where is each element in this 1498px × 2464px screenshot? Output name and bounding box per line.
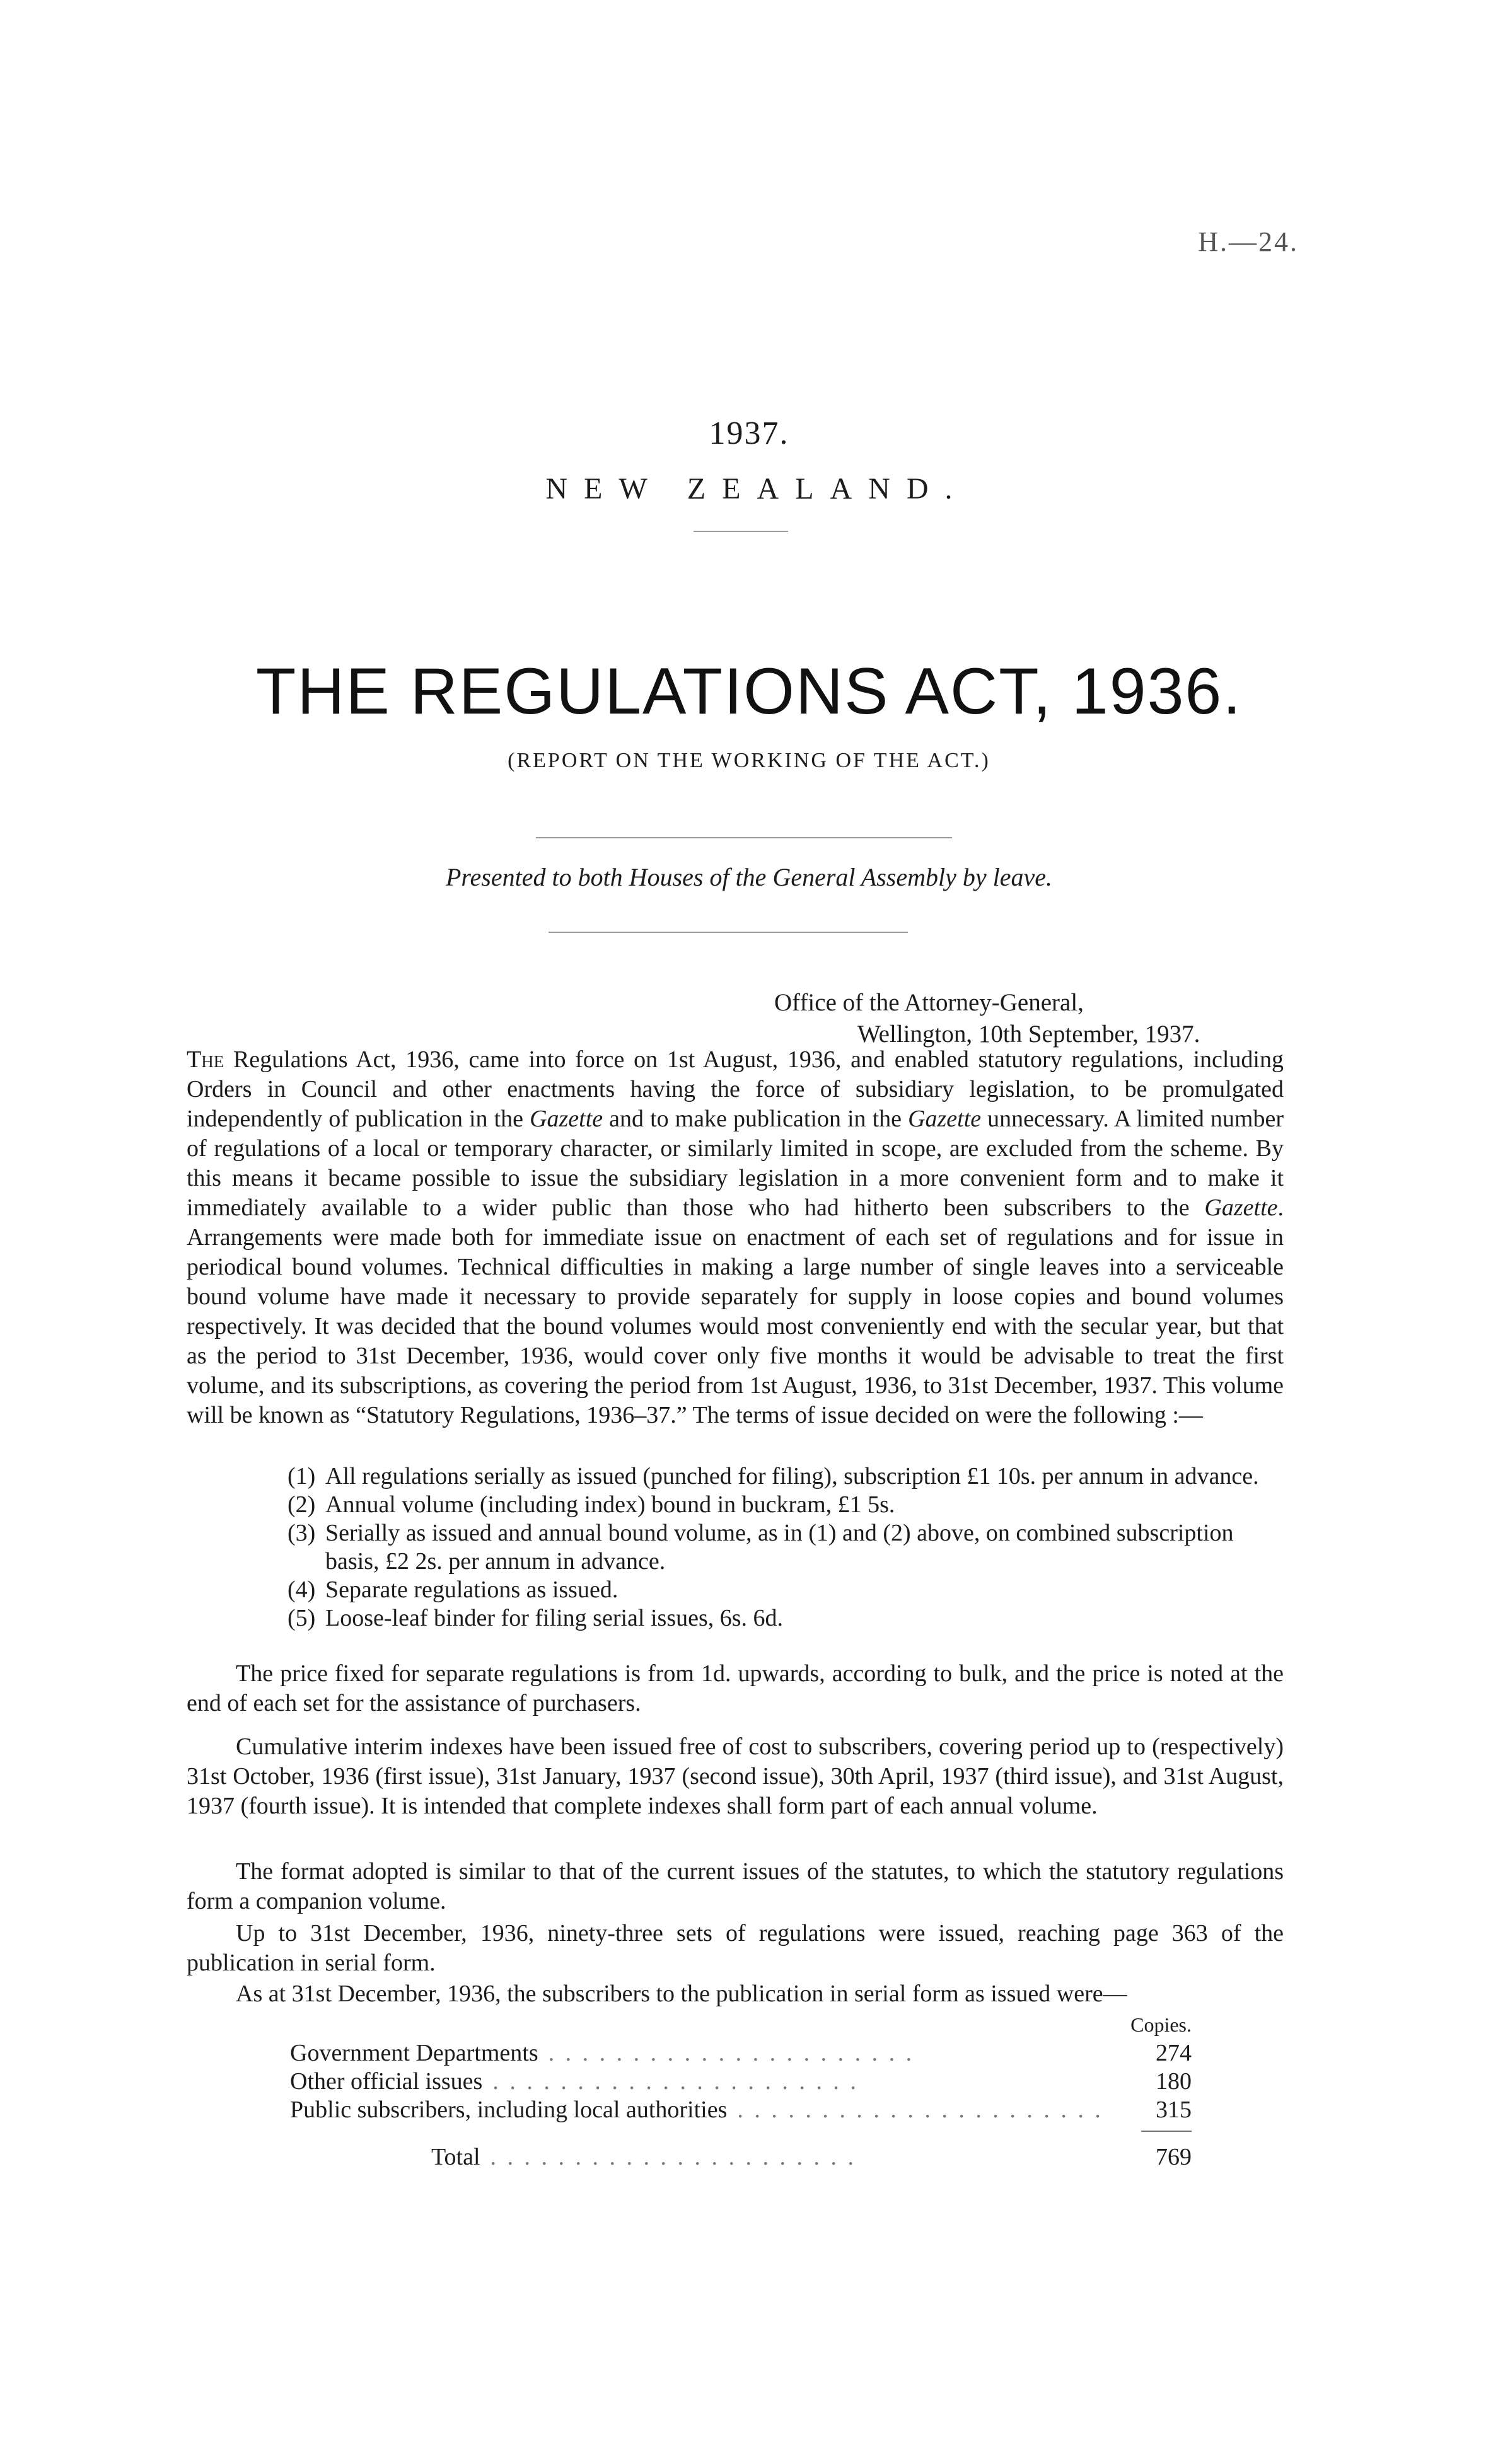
- presentation-note: Presented to both Houses of the General Assembly by leave.: [446, 863, 1052, 891]
- row-value: 274: [1156, 2040, 1192, 2066]
- subscribers-table: [290, 2011, 1192, 2172]
- row-label: Government Departments: [290, 2040, 538, 2066]
- country-heading: NEW ZEALAND.: [545, 472, 969, 506]
- table-row: [290, 2096, 1192, 2124]
- upto-paragraph: Up to 31st December, 1936, ninety-three sets of regulations were issued, reaching page 363 of the publication in serial form.: [187, 1920, 1284, 1976]
- total-label: Total: [431, 2144, 480, 2170]
- intro-paragraph: The Regulations Act, 1936, came into force on 1st August, 1936, and enabled statutory regulations, including Orders in Council and other enactments having the force of subsidiary legislation, to be promulgated independently of publication in the Gazette and to make publication in the Gazette unnecessary. A limited number of regulations of a local or temporary character, or similarly limited in scope, are excluded from the scheme. By this means it became possible to issue the subsidiary legislation in a more convenient form and to make it immediately available to a wider public than those who had hitherto been subscribers to the Gazette. Arrangements were made both for immediate issue on enactment of each set of regulations and for issue in periodical bound volumes. Technical difficulties in making a large number of single leaves into a serviceable bound volume have made it necessary to provide separately for supply in loose copies and bound volumes respectively. It was decided that the bound volumes would most conveniently end with the secular year, but that as the period to 31st December, 1936, would cover only five months it would be advisable to treat the first volume, and its subscriptions, as covering the period from 1st August, 1936, to 31st December, 1937. This volume will be known as “Statutory Regulations, 1936–37.” The terms of issue decided on were the following :—: [187, 1046, 1284, 1428]
- page-reference: H.—24.: [1198, 226, 1299, 257]
- list-item: (3) Serially as issued and annual bound volume, as in (1) and (2) above, on combined subscription basis, £2 2s. per annum in advance.: [287, 1520, 1234, 1575]
- divider: [536, 837, 952, 838]
- leader-dots: . . . . . . . . . . . . . . . . . . . . . .: [548, 2040, 915, 2066]
- total-row: [290, 2143, 1192, 2172]
- column-header: Copies.: [1130, 2013, 1192, 2036]
- price-paragraph: The price fixed for separate regulations is from 1d. upwards, according to bulk, and the price is noted at the end of each set for the assistance of purchasers.: [187, 1660, 1284, 1716]
- office-address: [774, 987, 1200, 1050]
- divider: [549, 932, 908, 933]
- table-row: [290, 2068, 1192, 2096]
- gazette-ref: Gazette: [530, 1106, 603, 1132]
- sum-rule: [1141, 2131, 1192, 2132]
- list-item: (1) All regulations serially as issued (punched for filing), subscription £1 10s. per annum in advance.: [287, 1463, 1259, 1489]
- table-row: [290, 2039, 1192, 2068]
- document-title: THE REGULATIONS ACT, 1936.: [255, 655, 1243, 728]
- document-subtitle: (REPORT ON THE WORKING OF THE ACT.): [508, 749, 990, 772]
- leader-dots: . . . . . . . . . . . . . . . . . . . . . .: [492, 2068, 859, 2095]
- office-line: Office of the Attorney-General,: [774, 989, 1084, 1016]
- office-date-line: Wellington, 10th September, 1937.: [857, 1021, 1200, 1048]
- row-value: 180: [1156, 2068, 1192, 2095]
- gazette-ref: Gazette: [1204, 1194, 1278, 1221]
- terms-list: [287, 1462, 1284, 1633]
- list-item: (5) Loose-leaf binder for filing serial issues, 6s. 6d.: [287, 1605, 784, 1631]
- row-label: Public subscribers, including local authorities: [290, 2097, 728, 2123]
- total-value: 769: [1156, 2144, 1192, 2170]
- asat-paragraph: As at 31st December, 1936, the subscribers to the publication in serial form as issued were—: [236, 1981, 1127, 2007]
- leader-dots: . . . . . . . . . . . . . . . . . . . . . .: [737, 2097, 1103, 2123]
- list-item: (4) Separate regulations as issued.: [287, 1576, 618, 1603]
- paragraph-lead-word: The: [187, 1046, 224, 1073]
- indexes-paragraph: Cumulative interim indexes have been issued free of cost to subscribers, covering period up to (respectively) 31st October, 1936 (first issue), 31st January, 1937 (second issue), 30th April, 1937 (third issue), and 31st August, 1937 (fourth issue). It is intended that complete indexes shall form part of each annual volume.: [187, 1733, 1284, 1819]
- document-year: 1937.: [709, 415, 789, 451]
- row-label: Other official issues: [290, 2068, 483, 2095]
- gazette-ref: Gazette: [908, 1106, 982, 1132]
- list-item: (2) Annual volume (including index) bound in buckram, £1 5s.: [287, 1491, 895, 1518]
- divider: [694, 531, 788, 532]
- row-value: 315: [1156, 2097, 1192, 2123]
- format-paragraph: The format adopted is similar to that of the current issues of the statutes, to which the statutory regulations form a companion volume.: [187, 1858, 1284, 1914]
- leader-dots: . . . . . . . . . . . . . . . . . . . . . .: [490, 2144, 857, 2170]
